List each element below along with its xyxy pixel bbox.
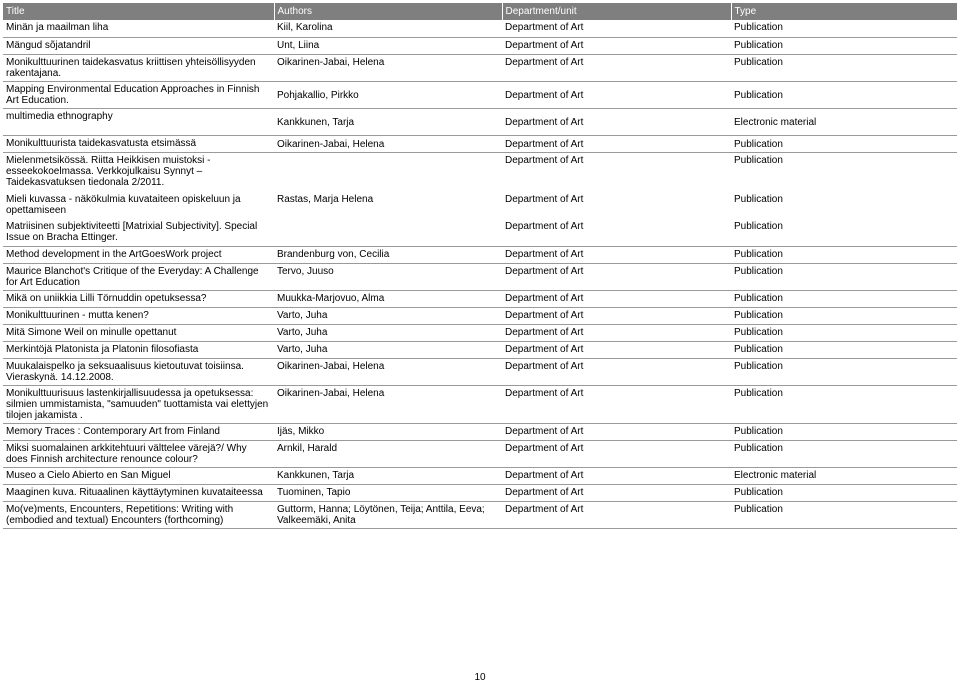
cell-type: Publication	[731, 54, 957, 81]
cell-title: Mielenmetsikössä. Riitta Heikkisen muistoksi - esseekokoelmassa. Verkkojulkaisu Synnyt –Taidekasvatuksen tiedonala 2/2011.	[6, 154, 211, 188]
cell-title: Mitä Simone Weil on minulle opettanut	[3, 324, 274, 341]
cell-authors: Pohjakallio, Pirkko	[274, 81, 502, 108]
table-row	[3, 54, 957, 81]
cell-type: Publication	[731, 385, 957, 423]
cell-department: Department of Art	[502, 54, 731, 81]
cell-title: Matriisinen subjektiviteetti [Matrixial Subjectivity]. Special Issue on Bracha Ettinger.	[3, 219, 274, 246]
column-header-department: Department/unit	[502, 3, 731, 20]
cell-title: Miksi suomalainen arkkitehtuuri välttelee värejä?/ Why does Finnish architecture renounce colour?	[3, 440, 274, 467]
cell-authors: Muukka-Marjovuo, Alma	[274, 290, 502, 307]
cell-authors: Tuominen, Tapio	[274, 484, 502, 501]
cell-department: Department of Art	[502, 423, 731, 440]
cell-title: Museo a Cielo Abierto en San Miguel	[3, 467, 274, 484]
cell-type: Publication	[731, 37, 957, 54]
cell-department: Department of Art	[505, 154, 584, 166]
cell-department: Department of Art	[502, 467, 731, 484]
cell-title: multimedia ethnography	[3, 108, 274, 135]
table-header-row	[3, 3, 957, 20]
cell-department: Department of Art	[502, 501, 731, 528]
table-row	[3, 307, 957, 324]
table-row	[3, 324, 957, 341]
cell-title: Muukalaispelko ja seksuaalisuus kietoutuvat toisiinsa. Vieraskynä. 14.12.2008.	[3, 358, 274, 385]
table-row	[3, 423, 957, 440]
cell-type: Publication	[734, 154, 783, 166]
cell-authors: Kankkunen, Tarja	[274, 108, 502, 135]
table-row	[3, 467, 957, 484]
cell-title: Mieli kuvassa - näkökulmia kuvataiteen opiskeluun ja opettamiseen	[6, 194, 241, 216]
cell-department: Department of Art	[502, 37, 731, 54]
cell-type: Publication	[731, 358, 957, 385]
cell-authors	[274, 152, 502, 192]
table-row	[3, 219, 957, 246]
cell-department: Department of Art	[502, 307, 731, 324]
cell-type: Publication	[731, 135, 957, 152]
cell-authors: Oikarinen-Jabai, Helena	[274, 385, 502, 423]
cell-authors: Ijäs, Mikko	[274, 423, 502, 440]
table-row	[3, 135, 957, 152]
column-header-authors: Authors	[274, 3, 502, 20]
cell-type: Publication	[731, 324, 957, 341]
cell-authors: Unt, Liina	[274, 37, 502, 54]
table-row	[3, 20, 957, 37]
cell-type: Electronic material	[731, 108, 957, 135]
cell-authors: Guttorm, Hanna; Löytönen, Teija; Anttila, Eeva; Valkeemäki, Anita	[274, 501, 502, 528]
cell-authors: Arnkil, Harald	[274, 440, 502, 467]
table-row	[3, 341, 957, 358]
cell-department: Department of Art	[502, 324, 731, 341]
cell-type: Electronic material	[731, 467, 957, 484]
table-row	[3, 81, 957, 108]
cell-department: Department of Art	[502, 358, 731, 385]
cell-authors: Brandenburg von, Cecilia	[274, 246, 502, 263]
cell-type: Publication	[731, 263, 957, 290]
cell-title: Mapping Environmental Education Approaches in Finnish Art Education.	[3, 81, 274, 108]
cell-authors: Varto, Juha	[274, 324, 502, 341]
table-body	[3, 20, 957, 528]
column-header-type: Type	[731, 3, 957, 20]
cell-title: Maurice Blanchot's Critique of the Everyday: A Challenge for Art Education	[3, 263, 274, 290]
table-row	[3, 152, 957, 192]
table-row	[3, 501, 957, 528]
cell-title: Monikulttuurinen taidekasvatus kriittisen yhteisöllisyyden rakentajana.	[3, 54, 274, 81]
cell-title: Mo(ve)ments, Encounters, Repetitions: Writing with (embodied and textual) Encounters (forthcoming)	[3, 501, 274, 528]
column-header-title: Title	[3, 3, 274, 20]
table-row	[3, 385, 957, 423]
cell-title: Mikä on uniikkia Lilli Törnuddin opetuksessa?	[3, 290, 274, 307]
cell-type: Publication	[731, 341, 957, 358]
cell-authors: Oikarinen-Jabai, Helena	[274, 358, 502, 385]
cell-authors: Kiil, Karolina	[274, 20, 502, 37]
cell-department: Department of Art	[505, 194, 584, 205]
cell-type: Publication	[734, 194, 783, 205]
cell-title: Mängud sõjatandril	[3, 37, 274, 54]
cell-department: Department of Art	[502, 108, 731, 135]
publications-table	[3, 3, 957, 529]
table-row	[3, 108, 957, 135]
cell-authors: Varto, Juha	[274, 341, 502, 358]
cell-type: Publication	[731, 219, 957, 246]
cell-type: Publication	[731, 81, 957, 108]
cell-department: Department of Art	[502, 341, 731, 358]
cell-type: Publication	[731, 20, 957, 37]
cell-department: Department of Art	[502, 290, 731, 307]
cell-type: Publication	[731, 501, 957, 528]
cell-department: Department of Art	[502, 219, 731, 246]
cell-department: Department of Art	[502, 81, 731, 108]
cell-title: Monikulttuurista taidekasvatusta etsimässä	[3, 135, 274, 152]
cell-department: Department of Art	[502, 246, 731, 263]
cell-type: Publication	[731, 484, 957, 501]
cell-title: Minän ja maailman liha	[3, 20, 274, 37]
cell-title: Monikulttuurinen - mutta kenen?	[3, 307, 274, 324]
cell-department: Department of Art	[502, 135, 731, 152]
table-row	[3, 484, 957, 501]
cell-department: Department of Art	[502, 440, 731, 467]
cell-type: Publication	[731, 423, 957, 440]
cell-type: Publication	[731, 307, 957, 324]
cell-department: Department of Art	[502, 484, 731, 501]
cell-title: Merkintöjä Platonista ja Platonin filosofiasta	[3, 341, 274, 358]
table-row	[3, 246, 957, 263]
cell-type: Publication	[731, 246, 957, 263]
cell-authors: Rastas, Marja Helena	[277, 194, 374, 205]
table-row	[3, 440, 957, 467]
cell-title: Memory Traces : Contemporary Art from Finland	[3, 423, 274, 440]
cell-type: Publication	[731, 440, 957, 467]
cell-authors	[274, 219, 502, 246]
cell-title: Monikulttuurisuus lastenkirjallisuudessa ja opetuksessa: silmien ummistamista, "samuuden" tuottamista vai elettyjen tilojen jakamista .	[3, 385, 274, 423]
cell-authors: Kankkunen, Tarja	[274, 467, 502, 484]
table-row	[3, 192, 957, 219]
table-row	[3, 290, 957, 307]
table-row	[3, 37, 957, 54]
cell-authors: Oikarinen-Jabai, Helena	[274, 135, 502, 152]
page-number: 10	[474, 672, 486, 683]
table-row	[3, 263, 957, 290]
cell-title: Method development in the ArtGoesWork project	[3, 246, 274, 263]
cell-department: Department of Art	[502, 385, 731, 423]
cell-authors: Varto, Juha	[274, 307, 502, 324]
cell-title: Maaginen kuva. Rituaalinen käyttäytyminen kuvataiteessa	[3, 484, 274, 501]
cell-department: Department of Art	[502, 263, 731, 290]
cell-authors: Oikarinen-Jabai, Helena	[274, 54, 502, 81]
table-row	[3, 358, 957, 385]
cell-department: Department of Art	[502, 20, 731, 37]
cell-authors: Tervo, Juuso	[274, 263, 502, 290]
cell-type: Publication	[731, 290, 957, 307]
